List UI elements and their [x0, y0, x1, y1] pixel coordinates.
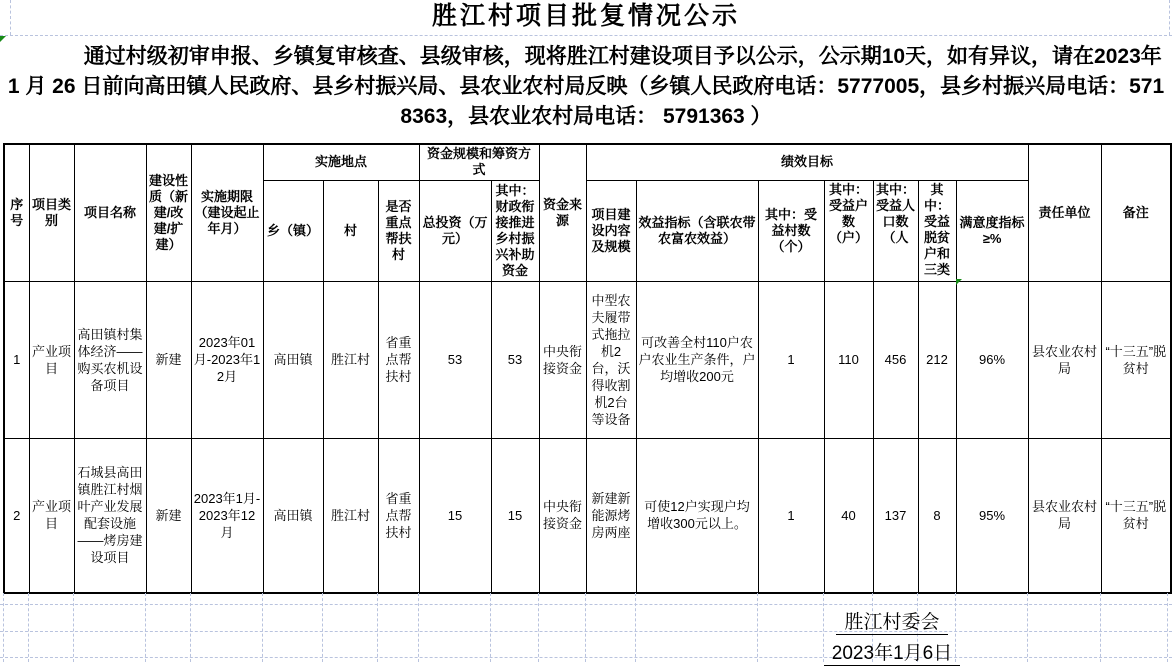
header-town[interactable]: 乡（镇）: [263, 180, 323, 281]
r2-total-investment-cell[interactable]: 15: [419, 438, 491, 593]
r1-satisfaction-cell[interactable]: 96%: [956, 281, 1028, 438]
r1-name-cell[interactable]: 高田镇村集体经济——购买农机设备项目: [74, 281, 146, 438]
header-name[interactable]: 项目名称: [74, 144, 146, 281]
projects-table: [3, 143, 1172, 594]
r1-subsidy-cell[interactable]: 53: [491, 281, 539, 438]
header-responsible-unit[interactable]: 责任单位: [1028, 144, 1101, 281]
header-poor-benefited: [918, 180, 956, 281]
header-people-benefited: [873, 180, 918, 281]
header-village[interactable]: 村: [323, 180, 378, 281]
header-people-benefited-text[interactable]: 其中：受益人口数（人: [876, 182, 916, 245]
header-households-benefited-text[interactable]: 其中：受益户数（户）: [829, 182, 869, 245]
r2-nature-cell[interactable]: 新建: [146, 438, 191, 593]
r2-content-cell[interactable]: 新建新能源烤房两座: [586, 438, 636, 593]
group-header-funding[interactable]: 资金规模和筹资方式: [419, 144, 539, 180]
r1-town-cell[interactable]: 高田镇: [263, 281, 323, 438]
header-period[interactable]: 实施期限（建设起止年月）: [191, 144, 263, 281]
signature-committee: 胜江村委会: [836, 612, 947, 635]
r1-nature-cell[interactable]: 新建: [146, 281, 191, 438]
r2-index-cell[interactable]: 2: [4, 438, 29, 593]
cell-error-indicator-icon: [956, 279, 962, 285]
r1-villages-benefited-cell[interactable]: 1: [758, 281, 824, 438]
gridline-horizontal: [0, 604, 1172, 605]
header-category[interactable]: 项目类别: [29, 144, 74, 281]
r2-villages-benefited-cell[interactable]: 1: [758, 438, 824, 593]
header-households-benefited: [824, 180, 873, 281]
r2-fund-source-cell[interactable]: 中央衔接资金: [539, 438, 586, 593]
table-row: [4, 438, 1171, 593]
r1-households-benefited-cell[interactable]: 110: [824, 281, 873, 438]
r1-total-investment-cell[interactable]: 53: [419, 281, 491, 438]
signature-date: 2023年1月6日: [824, 643, 960, 666]
group-header-location[interactable]: 实施地点: [263, 144, 419, 180]
r2-subsidy-cell[interactable]: 15: [491, 438, 539, 593]
r2-village-cell[interactable]: 胜江村: [323, 438, 378, 593]
table-row: [4, 281, 1171, 438]
r2-key-village-cell[interactable]: 省重点帮扶村: [378, 438, 419, 593]
r1-index-cell[interactable]: 1: [4, 281, 29, 438]
header-content[interactable]: 项目建设内容及规模: [586, 180, 636, 281]
header-index[interactable]: 序号: [4, 144, 29, 281]
r2-category-cell[interactable]: 产业项目: [29, 438, 74, 593]
r1-period-cell[interactable]: 2023年01月-2023年12月: [191, 281, 263, 438]
gridline-vertical: [1169, 0, 1170, 35]
signature-block: [757, 607, 1027, 669]
r1-key-village-cell[interactable]: 省重点帮扶村: [378, 281, 419, 438]
header-key-village[interactable]: 是否重点帮扶村: [378, 180, 419, 281]
gridline-vertical: [10, 0, 11, 35]
r1-village-cell[interactable]: 胜江村: [323, 281, 378, 438]
r2-remark-cell[interactable]: “十三五”脱贫村: [1101, 438, 1171, 593]
r1-content-cell[interactable]: 中型农夫履带式拖拉机2台，沃得收割机2台等设备: [586, 281, 636, 438]
r2-responsible-unit-cell[interactable]: 县农业农村局: [1028, 438, 1101, 593]
r1-remark-cell[interactable]: “十三五”脱贫村: [1101, 281, 1171, 438]
r1-poor-benefited-cell[interactable]: 212: [918, 281, 956, 438]
header-satisfaction[interactable]: 满意度指标≥%: [956, 180, 1028, 281]
r1-responsible-unit-cell[interactable]: 县农业农村局: [1028, 281, 1101, 438]
header-total-investment[interactable]: 总投资（万元）: [419, 180, 491, 281]
r2-town-cell[interactable]: 高田镇: [263, 438, 323, 593]
r2-poor-benefited-cell[interactable]: 8: [918, 438, 956, 593]
header-fund-source[interactable]: 资金来源: [539, 144, 586, 281]
r1-people-benefited-cell[interactable]: 456: [873, 281, 918, 438]
r2-satisfaction-cell[interactable]: 95%: [956, 438, 1028, 593]
r2-period-cell[interactable]: 2023年1月-2023年12月: [191, 438, 263, 593]
r2-people-benefited-cell[interactable]: 137: [873, 438, 918, 593]
group-header-performance[interactable]: 绩效目标: [586, 144, 1028, 180]
r2-benefit-cell[interactable]: 可使12户实现户均增收300元以上。: [636, 438, 758, 593]
header-poor-benefited-text[interactable]: 其中：受益脱贫户和三类: [924, 182, 951, 277]
header-villages-benefited[interactable]: 其中：受益村数（个）: [758, 180, 824, 281]
notice-paragraph: 通过村级初审申报、乡镇复审核查、县级审核，现将胜江村建设项目予以公示，公示期10天，如有异议，请在2023年 1 月 26 日前向高田镇人民政府、县乡村振兴局、县农业农村局反映（乡镇人民政府电话：5777005，县乡村振兴局电话：5718363，县农业农村局电话： 5791363 ）: [7, 45, 1165, 128]
r2-name-cell[interactable]: 石城县高田镇胜江村烟叶产业发展配套设施——烤房建设项目: [74, 438, 146, 593]
header-remark[interactable]: 备注: [1101, 144, 1171, 281]
header-subsidy[interactable]: 其中：财政衔接推进乡村振兴补助资金: [491, 180, 539, 281]
r1-category-cell[interactable]: 产业项目: [29, 281, 74, 438]
r1-benefit-cell[interactable]: 可改善全村110户农户农业生产条件，户均增收200元: [636, 281, 758, 438]
r2-households-benefited-cell[interactable]: 40: [824, 438, 873, 593]
header-nature[interactable]: 建设性质（新建/改建/扩建）: [146, 144, 191, 281]
r1-fund-source-cell[interactable]: 中央衔接资金: [539, 281, 586, 438]
page-title: 胜江村项目批复情况公示: [431, 2, 740, 30]
header-benefit[interactable]: 效益指标（含联农带农富农效益）: [636, 180, 758, 281]
